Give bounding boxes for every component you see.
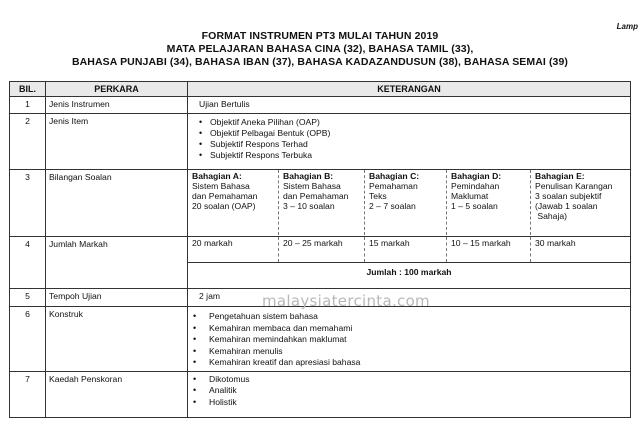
table-row	[10, 170, 631, 237]
section-e-line: 3 soalan subjektif	[535, 191, 602, 201]
section-a-heading: Bahagian A:	[192, 171, 242, 181]
section-e-line: Sahaja)	[535, 211, 568, 221]
row-item: Konstruk	[46, 307, 188, 372]
section-b-line: 3 – 10 soalan	[283, 201, 335, 211]
sections-grid	[188, 170, 630, 235]
scoring-list	[191, 374, 627, 409]
title-line-1: FORMAT INSTRUMEN PT3 MULAI TAHUN 2019	[201, 30, 439, 42]
test-duration: 2 jam	[199, 291, 221, 301]
list-item: • Objektif Aneka Pilihan (OAP)	[199, 117, 627, 128]
section-b-heading: Bahagian B:	[283, 171, 334, 181]
header-perkara: PERKARA	[46, 82, 188, 97]
row-number: 7	[10, 371, 46, 417]
section-e-heading: Bahagian E:	[535, 171, 585, 181]
row-item: Bilangan Soalan	[46, 170, 188, 237]
list-item: • Objektif Pelbagai Bentuk (OPB)	[199, 128, 627, 139]
title-line-2: MATA PELAJARAN BAHASA CINA (32), BAHASA TAMIL (33),	[166, 43, 474, 55]
marks-b: 20 – 25 markah	[278, 237, 364, 262]
list-item: • Kemahiran menulis	[193, 346, 627, 358]
row-number: 6	[10, 307, 46, 372]
row-number: 4	[10, 237, 46, 289]
row-number: 3	[10, 170, 46, 237]
section-e-line: (Jawab 1 soalan	[535, 201, 598, 211]
header-bil: BIL.	[10, 82, 46, 97]
table-row	[10, 97, 631, 114]
attachment-label: Lamp	[616, 22, 638, 31]
section-c-line: Pemahaman	[369, 181, 418, 191]
section-d-heading: Bahagian D:	[451, 171, 502, 181]
section-c-heading: Bahagian C:	[369, 171, 420, 181]
row-number: 5	[10, 289, 46, 307]
section-b	[278, 170, 364, 235]
section-d-line: Maklumat	[451, 191, 489, 201]
title-line-3: BAHASA PUNJABI (34), BAHASA IBAN (37), BAHASA KADAZANDUSUN (38), BAHASA SEMAI (39)	[71, 56, 569, 68]
section-e-line: Penulisan Karangan	[535, 181, 613, 191]
row-item: Tempoh Ujian	[46, 289, 188, 307]
row-number: 2	[10, 114, 46, 170]
section-a-line: dan Pemahaman	[192, 191, 258, 201]
section-c-line: 2 – 7 soalan	[369, 201, 416, 211]
section-b-line: dan Pemahaman	[283, 191, 349, 201]
marks-grid	[188, 237, 630, 263]
row-value	[188, 307, 631, 372]
row-item: Kaedah Penskoran	[46, 371, 188, 417]
section-e	[530, 170, 630, 235]
list-item: • Analitik	[193, 385, 627, 397]
section-d-line: 1 – 5 soalan	[451, 201, 498, 211]
section-d	[446, 170, 530, 235]
section-c	[364, 170, 446, 235]
document-title	[0, 30, 640, 69]
list-item: • Subjektif Respons Terbuka	[199, 150, 627, 161]
section-a	[188, 170, 278, 235]
row-item: Jumlah Markah	[46, 237, 188, 289]
list-item: • Holistik	[193, 397, 627, 409]
table-row	[10, 307, 631, 372]
list-item: • Pengetahuan sistem bahasa	[193, 311, 627, 323]
section-c-line: Teks	[369, 191, 387, 201]
construct-list	[191, 311, 627, 369]
list-item: • Dikotomus	[193, 374, 627, 386]
table-row	[10, 237, 631, 289]
format-table	[9, 81, 631, 418]
item-type-list	[191, 117, 627, 161]
row-number: 1	[10, 97, 46, 114]
table-row	[10, 114, 631, 170]
marks-e: 30 markah	[530, 237, 630, 262]
list-item: • Kemahiran membaca dan memahami	[193, 323, 627, 335]
section-a-line: Sistem Bahasa	[192, 181, 250, 191]
list-item: • Kemahiran kreatif dan apresiasi bahasa	[193, 357, 627, 369]
row-item: Jenis Item	[46, 114, 188, 170]
watermark: malaysiatercinta.com	[262, 292, 430, 310]
table-header-row	[10, 82, 631, 97]
marks-d: 10 – 15 markah	[446, 237, 530, 262]
section-a-line: 20 soalan (OAP)	[192, 201, 256, 211]
marks-a: 20 markah	[192, 238, 233, 248]
row-value	[188, 170, 631, 237]
row-value	[188, 114, 631, 170]
row-value	[188, 97, 631, 114]
total-marks: Jumlah : 100 markah	[366, 267, 452, 277]
instrument-type: Ujian Bertulis	[199, 99, 250, 109]
marks-c: 15 markah	[364, 237, 446, 262]
section-d-line: Pemindahan	[451, 181, 500, 191]
row-value	[188, 371, 631, 417]
table-row	[10, 371, 631, 417]
row-value	[188, 237, 631, 289]
row-item: Jenis Instrumen	[46, 97, 188, 114]
header-keterangan: KETERANGAN	[188, 82, 631, 97]
list-item: • Subjektif Respons Terhad	[199, 139, 627, 150]
list-item: • Kemahiran memindahkan maklumat	[193, 334, 627, 346]
section-b-line: Sistem Bahasa	[283, 181, 341, 191]
